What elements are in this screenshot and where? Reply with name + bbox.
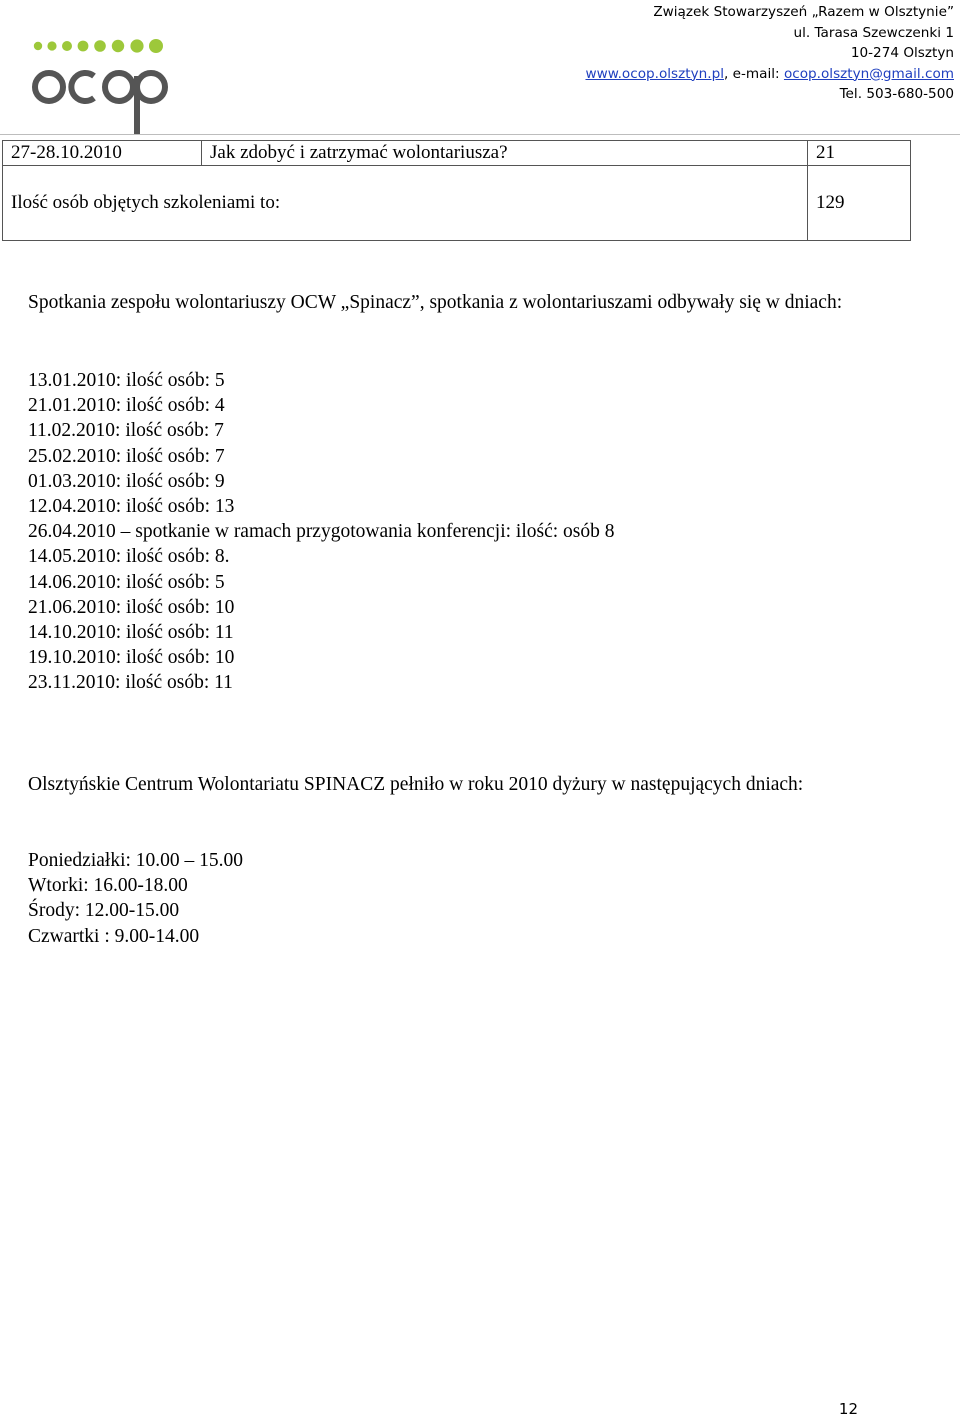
total-label: Ilość osób objętych szkoleniami to:	[3, 166, 808, 241]
duty-day: Środy: 12.00-15.00	[28, 900, 180, 922]
meeting-entry: 23.11.2010: ilość osób: 11	[28, 672, 233, 694]
letterhead	[585, 2, 954, 105]
logo-dot	[149, 39, 163, 53]
duty-intro: Olsztyńskie Centrum Wolontariatu SPINACZ pełniło w roku 2010 dyżury w następujących dniach:	[28, 774, 804, 795]
meeting-entry: 12.04.2010: ilość osób: 13	[28, 496, 235, 518]
logo-dot	[78, 41, 89, 52]
meeting-entry: 21.06.2010: ilość osób: 10	[28, 596, 235, 618]
training-title: Jak zdobyć i zatrzymać wolontariusza?	[202, 141, 808, 166]
ocop-logo	[30, 34, 170, 138]
logo-dot	[47, 41, 56, 50]
meeting-entry: 14.05.2010: ilość osób: 8.	[28, 546, 230, 568]
table-row	[3, 141, 911, 166]
org-phone: Tel. 503-680-500	[839, 86, 954, 102]
logo-dot	[34, 42, 42, 50]
training-table	[2, 140, 911, 241]
table-row	[3, 166, 911, 241]
email-link[interactable]: ocop.olsztyn@gmail.com	[783, 65, 954, 82]
logo-dot	[112, 40, 124, 52]
meetings-intro: Spotkania zespołu wolontariuszy OCW „Spinacz”, spotkania z wolontariuszami odbywały się w dniach:	[28, 292, 843, 313]
email-label: , e-mail:	[724, 65, 784, 82]
meeting-entry: 26.04.2010 – spotkanie w ramach przygotowania konferencji: ilość: osób 8	[28, 521, 615, 543]
meeting-entry: 25.02.2010: ilość osób: 7	[28, 445, 225, 467]
meeting-entry: 21.01.2010: ilość osób: 4	[28, 395, 225, 417]
logo-wordmark	[35, 73, 165, 134]
org-contact-line	[585, 64, 954, 85]
org-name: Związek Stowarzyszeń „Razem w Olsztynie”	[653, 4, 954, 20]
meeting-entry: 11.02.2010: ilość osób: 7	[28, 420, 224, 442]
page-number: 12	[838, 1400, 858, 1418]
training-date: 27-28.10.2010	[3, 141, 202, 166]
meeting-entry: 01.03.2010: ilość osób: 9	[28, 470, 225, 492]
duty-day: Wtorki: 16.00-18.00	[28, 875, 188, 897]
header-divider	[0, 134, 960, 135]
meeting-entry: 14.10.2010: ilość osób: 11	[28, 622, 234, 644]
duty-day: Poniedziałki: 10.00 – 15.00	[28, 850, 244, 871]
website-link[interactable]: www.ocop.olsztyn.pl	[585, 65, 724, 82]
training-count: 21	[808, 141, 911, 166]
meeting-entry: 19.10.2010: ilość osób: 10	[28, 647, 235, 669]
meetings-list	[28, 368, 615, 696]
org-postal-city: 10-274 Olsztyn	[850, 45, 954, 61]
logo-dot	[62, 41, 72, 51]
org-street: ul. Tarasa Szewczenki 1	[793, 24, 954, 41]
total-count: 129	[808, 166, 911, 241]
meeting-entry: 14.06.2010: ilość osób: 5	[28, 571, 225, 593]
logo-dot	[130, 39, 143, 52]
duty-day: Czwartki : 9.00-14.00	[28, 925, 200, 947]
duty-schedule	[28, 848, 243, 949]
logo-dot	[94, 40, 106, 52]
meeting-entry: 13.01.2010: ilość osób: 5	[28, 370, 225, 391]
